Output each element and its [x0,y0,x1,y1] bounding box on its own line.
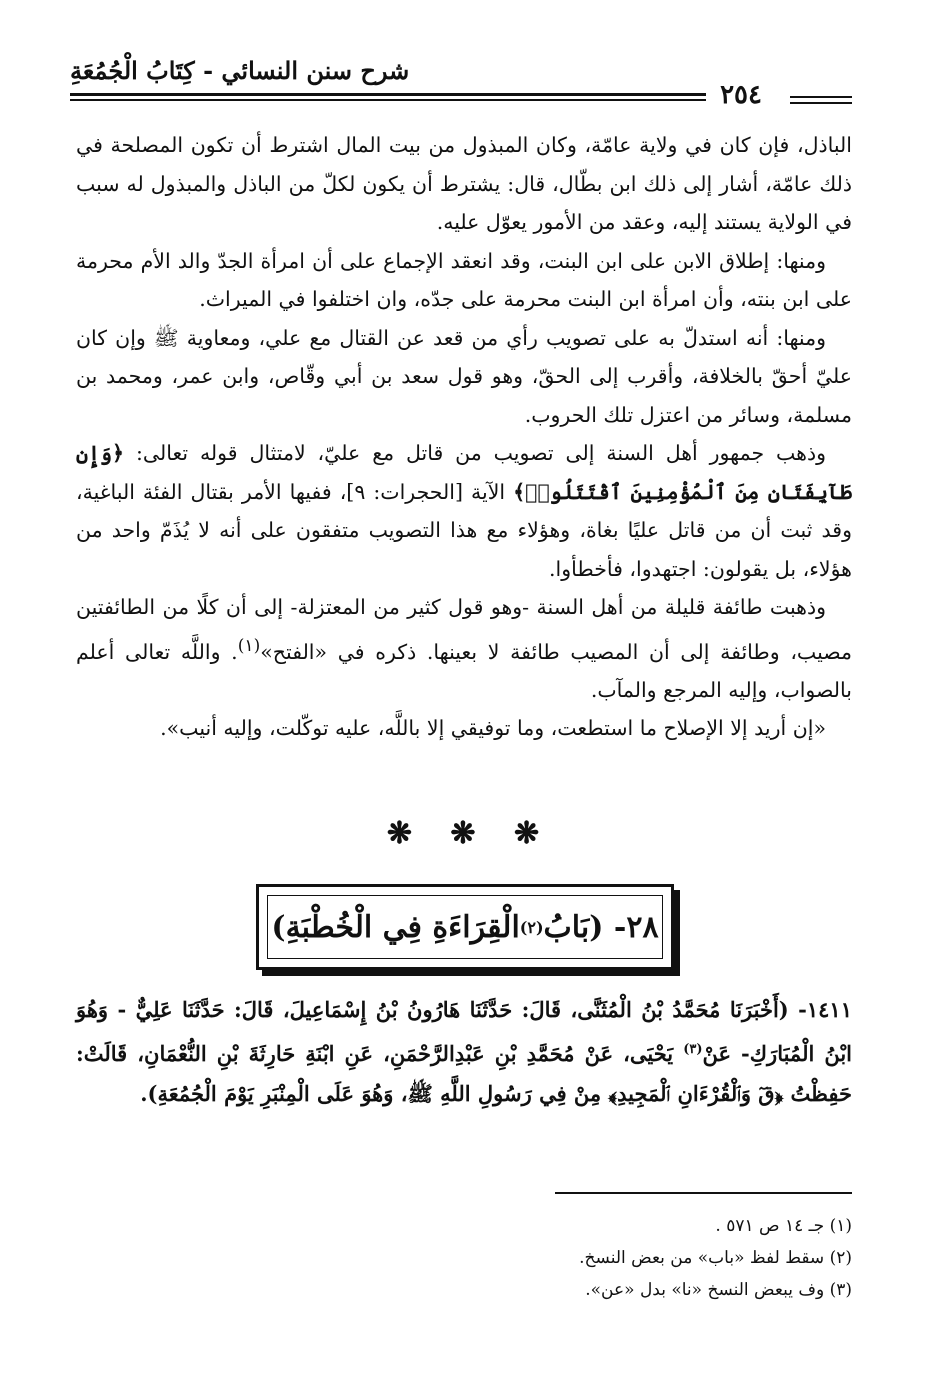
chapter-heading-box [256,884,674,970]
chapter-title: الْقِرَاءَةِ فِي الْخُطْبَةِ) [271,909,520,945]
paragraph: ومنها: إطلاق الابن على ابن البنت، وقد انعقد الإجماع على أن امرأة الجدّ والد الأم محرمة على ابن بنته، وأن امرأة ابن البنت محرمة على جدّه، وان اختلفوا في الميراث. [76,248,852,311]
page-number: ٢٥٤ [720,80,762,110]
hadith-text [76,990,852,1114]
text-run: ١٤١١- (أَخْبَرَنَا مُحَمَّدُ بْنُ الْمُثَنَّى، قَالَ: حَدَّثَنَا هَارُونُ بْنُ إِسْمَاعِيلَ، قَالَ: حَدَّثَنَا عَلِيٌّ - وَهُوَ ابْنُ الْمُبَارَكِ- عَنْ [76,997,853,1066]
text-run: . واللَّه تعالى أعلم بالصواب، وإليه المرجع والمآب. [76,639,852,702]
paragraph [76,588,852,709]
paragraph: ومنها: أنه استدلّ به على تصويب رأي من قعد عن القتال مع علي، ومعاوية ﷺ وإن كان عليّ أحقّ بالخلافة، وأقرب إلى الحقّ، وهو قول سعد بن أبي وقّاص، وابن عمر، ومحمد بن مسلمة، وسائر من اعتزل تلك الحروب. [76,325,852,427]
section-separator: ❋ ❋ ❋ [386,816,554,851]
header-rule [790,102,852,104]
running-title: شرح سنن النسائي - كِتَابُ الْجُمُعَةِ [70,56,410,85]
footnote: (٣) وف يبعض النسخ «نا» بدل «عن». [585,1280,852,1300]
header-rule [70,93,706,96]
chapter-heading [267,895,663,959]
header-rule [790,96,852,98]
text-run: وذهب جمهور أهل السنة إلى تصويب من قاتل مع عليّ، لامتثال قوله تعالى: [124,441,826,465]
footnote-ref: (٢) [519,917,544,937]
page-header [70,48,852,108]
footnote-divider [555,1192,852,1194]
header-rule [70,99,706,101]
paragraph [76,434,852,588]
footnote: (٢) سقط لفظ «باب» من بعض النسخ. [579,1248,852,1268]
footnote-ref: (٣) [683,1042,703,1057]
footnotes [300,1210,852,1306]
chapter-title: ٢٨- (بَابُ [543,909,659,945]
hadith-paragraph [76,990,852,1114]
paragraph: الباذل، فإن كان في ولاية عامّة، وكان المبذول من بيت المال اشترط أن تكون المصلحة في ذلك عامّة، أشار إلى ذلك ابن بطّال، قال: يشترط أن يكون لكلّ من الباذل والمبذول له سبب في الولاية يستند إليه، وعقد من الأمور يعوّل عليه. [76,133,852,234]
text-run: يَحْيَى، عَنْ مُحَمَّدِ بْنِ عَبْدِالرَّحْمَنِ، عَنِ ابْنَةِ حَارِثَةَ بْنِ النُّعْمَانِ، قَالَتْ: حَفِظْتُ ﴿قٓ وَٱلْقُرْءَانِ ٱلْمَجِيدِ﴾ مِنْ فِي رَسُولِ اللَّهِ ﷺ، وَهُوَ عَلَى الْمِنْبَرِ يَوْمَ الْجُمُعَةِ). [76,1041,852,1106]
quran-verse: ﴿وَإِن طَآيِفَتَانِ مِنَ ٱلْمُؤْمِنِينَ ٱقْتَتَلُوا۟﴾ [76,441,852,504]
footnote-ref: (١) [237,635,261,656]
paragraph: «إن أريد إلا الإصلاح ما استطعت، وما توفيقي إلا باللَّه، عليه توكّلت، وإليه أنيب». [160,716,826,741]
text-run: وذهبت طائفة قليلة من أهل السنة -وهو قول كثير من المعتزلة- إلى أن كلًا من الطائفتين مصيب، وطائفة إلى أن المصيب طائفة لا بعينها. ذكره في «الفتح» [76,595,853,664]
commentary-text [76,126,852,748]
footnote: (١) جـ ١٤ ص ٥٧١ . [715,1216,852,1236]
text-run: الآية [الحجرات: ٩]، ففيها الأمر بقتال الفئة الباغية، وقد ثبت أن من قاتل عليًا بغاة، وهؤلاء مع هذا التصويب متفقون على أنه لا يُذَمّ واحد من هؤلاء، بل يقولون: اجتهدوا، فأخطأوا. [76,479,852,581]
